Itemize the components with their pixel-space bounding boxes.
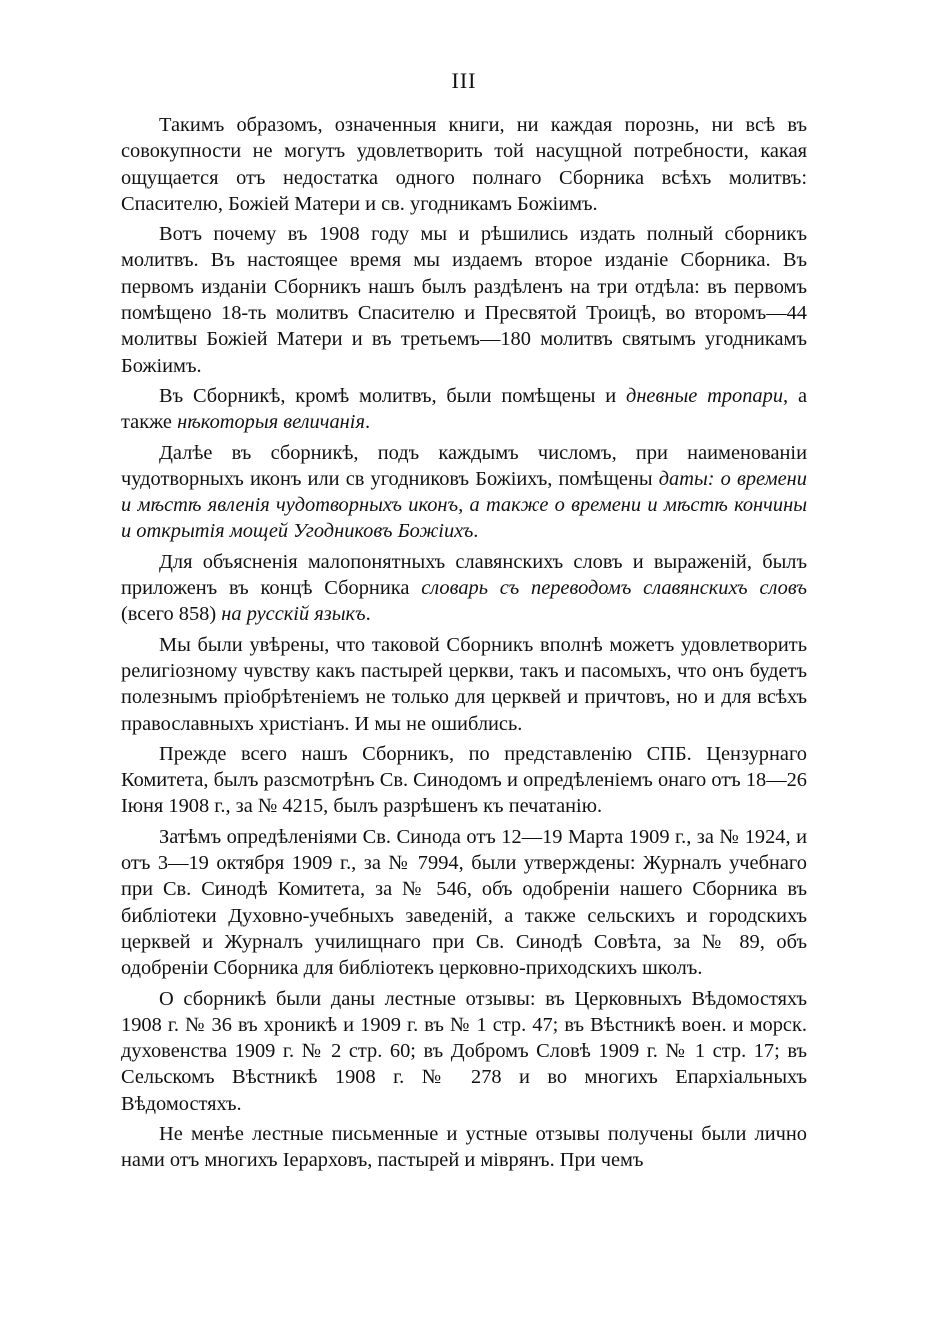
paragraph-text: Такимъ образомъ, означенныя книги, ни каждая порознь, ни всѣ въ совокупности не могутъ удовлетворить той насущной потребности, какая ощущается отъ недостатка одного полнаго Сборника всѣхъ молитвъ: Спасителю, Божіей Матери и св. угодникамъ Божіимъ.	[121, 114, 807, 215]
paragraph-text: Не менѣе лестные письменные и устные отзывы получены были лично нами отъ многихъ Іерарховъ, пастырей и міврянъ. При чемъ	[121, 1122, 807, 1172]
paragraph-text: Далѣе въ сборникѣ, подъ каждымъ числомъ, при наименованіи чудотворныхъ иконъ или св угодниковъ Божіихъ, помѣщены	[121, 441, 807, 490]
italic-phrase: даты: о времени и мѣстѣ явленія чудотворныхъ иконъ, а также о времени и мѣстѣ кончины и открытія мощей Угодниковъ Божіихъ	[121, 467, 807, 543]
paragraph-text: Въ Сборникѣ, кромѣ молитвъ, были помѣщены и	[159, 384, 626, 407]
paragraph-4	[121, 440, 807, 545]
paragraph-9	[121, 986, 807, 1117]
paragraph-text: .	[473, 520, 479, 543]
italic-phrase: нѣкоторыя величанія	[177, 411, 365, 434]
paragraph-text: .	[365, 603, 371, 626]
paragraph-10	[121, 1121, 807, 1174]
paragraph-8	[121, 824, 807, 982]
paragraph-text: Вотъ почему въ 1908 году мы и рѣшились издать полный сборникъ молитвъ. Въ настоящее время мы издаемъ второе изданіе Сборника. Въ первомъ изданіи Сборникъ нашъ былъ раздѣленъ на три отдѣла: въ первомъ помѣщено 18-ть молитвъ Спасителю и Пресвятой Троицѣ, во второмъ—44 молитвы Божіей Матери и въ третьемъ—180 молитвъ святымъ угодникамъ Божіимъ.	[121, 223, 807, 377]
paragraph-text: Мы были увѣрены, что таковой Сборникъ вполнѣ можетъ удовлетворить религіозному чувству какъ пастырей церкви, такъ и пасомыхъ, что онъ будетъ полезнымъ пріобрѣтеніемъ не только для церквей и причтовъ, но и для всѣхъ православныхъ христіанъ. И мы не ошиблись.	[121, 633, 807, 735]
paragraph-6	[121, 632, 807, 737]
paragraph-7	[121, 741, 807, 820]
paragraph-text: (всего 858)	[121, 603, 222, 626]
paragraph-text: .	[364, 411, 371, 434]
paragraph-text: Прежде всего нашъ Сборникъ, по представленію СПБ. Цензурнаго Комитета, былъ разсмотрѣнъ Св. Синодомъ и опредѣленіемъ онаго отъ 18—26 Іюня 1908 г., за № 4215, былъ разрѣшенъ къ печатанію.	[121, 742, 807, 818]
paragraph-text: Затѣмъ опредѣленіями Св. Синода отъ 12—19 Марта 1909 г., за № 1924, и отъ 3—19 октября 1909 г., за № 7994, были утверждены: Журналъ учебнаго при Св. Синодѣ Комитета, за № 546, объ одобреніи нашего Сборника въ библіотеки Духовно-учебныхъ заведеній, а также сельскихъ и городскихъ церквей и Журналъ училищнаго при Св. Синодѣ Совѣта, за № 89, объ одобреніи Сборника для библіотекъ церковно-приходскихъ школъ.	[121, 825, 807, 980]
page-number: III	[451, 68, 477, 93]
italic-phrase: на русскій языкъ	[221, 603, 366, 626]
book-page	[121, 70, 807, 1178]
paragraph-text: , а также	[121, 384, 807, 434]
paragraph-1	[121, 112, 807, 217]
paragraph-3	[121, 383, 807, 436]
italic-phrase: словарь съ переводомъ славянскихъ словъ	[421, 577, 807, 600]
paragraph-5	[121, 549, 807, 628]
italic-phrase: дневные тропари	[626, 384, 784, 407]
paragraph-text: О сборникѣ были даны лестные отзывы: въ Церковныхъ Вѣдомостяхъ 1908 г. № 36 въ хроникѣ и 1909 г. въ № 1 стр. 47; въ Вѣстникѣ воен. и морск. духовенства 1909 г. № 2 стр. 60; въ Добромъ Словѣ 1909 г. № 1 стр. 17; въ Сельскомъ Вѣстникѣ 1908 г. № 278 и во многихъ Епархіальныхъ Вѣдомостяхъ.	[121, 987, 807, 1115]
paragraph-text: Для объясненія малопонятныхъ славянскихъ словъ и выраженій, былъ приложенъ въ концѣ Сборника	[121, 550, 807, 600]
paragraph-2	[121, 221, 807, 379]
